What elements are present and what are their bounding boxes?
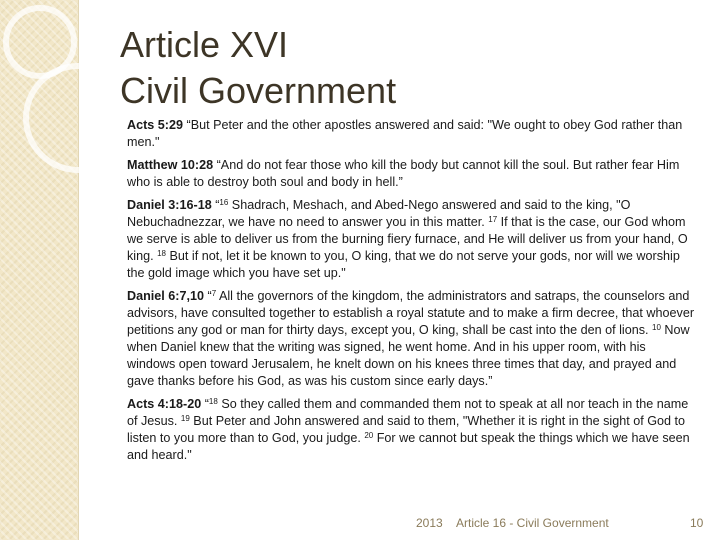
- title-line-1: Article XVI: [120, 24, 289, 65]
- verse-text: All the governors of the kingdom, the administrators and satraps, the counselors and advisors, have consulted together to establish a royal statute and to make a firm decree, that whoever petitions any god or man for thirty days, except you, O king, shall be cast into the den of lions.: [127, 289, 695, 337]
- verse-number: 18: [157, 249, 167, 258]
- verse-daniel-6-7-10: [127, 288, 697, 390]
- quote-open: “: [215, 198, 220, 212]
- verse-text: “And do not fear those who kill the body but cannot kill the soul. But rather fear Him who is able to destroy both soul and body in hell.”: [127, 158, 680, 189]
- verse-text: Shadrach, Meshach, and Abed-Nego answered and said to the king, "O Nebuchadnezzar, we have no need to answer you in this matter.: [127, 198, 631, 229]
- verse-number: 20: [364, 431, 374, 440]
- verse-number: 10: [652, 323, 661, 332]
- verse-number: 18: [208, 397, 218, 406]
- verse-acts-4-18-20: [127, 396, 697, 464]
- verse-text: So they called them and commanded them not to speak at all nor teach in the name of Jesus.: [127, 397, 689, 428]
- slide-title: [120, 22, 680, 114]
- verse-number: 7: [211, 289, 217, 298]
- verse-reference: Matthew 10:28: [127, 158, 214, 172]
- verse-number: 17: [488, 215, 498, 224]
- verse-text: Now when Daniel knew that the writing was signed, he went home. And in his upper room, with his windows open toward Jerusalem, he knelt down on his knees three times that day, and prayed and gave thanks before his God, as was his custom since early days.”: [127, 323, 690, 388]
- verse-text: But if not, let it be known to you, O king, that we do not serve your gods, nor will we worship the gold image which you have set up.": [127, 249, 680, 280]
- verse-daniel-3-16-18: [127, 197, 697, 282]
- verse-reference: Daniel 6:7,10: [127, 289, 205, 303]
- verse-reference: Acts 5:29: [127, 118, 184, 132]
- quote-open: “: [204, 397, 209, 411]
- verse-text: But Peter and John answered and said to them, "Whether it is right in the sight of God to listen to you more than to God, you judge.: [127, 414, 686, 445]
- verse-number: 16: [219, 198, 229, 207]
- verse-text: “But Peter and the other apostles answered and said: "We ought to obey God rather than men.": [127, 118, 683, 149]
- slide-number: 10: [690, 516, 704, 530]
- title-line-2: Civil Government: [120, 70, 397, 111]
- verse-number: 19: [180, 414, 190, 423]
- quote-open: “: [207, 289, 212, 303]
- verse-matthew-10-28: [127, 157, 697, 191]
- verse-text: If that is the case, our God whom we serve is able to deliver us from the burning fiery furnace, and He will deliver us from your hand, O king.: [127, 215, 688, 263]
- verse-acts-5-29: [127, 117, 697, 151]
- verse-reference: Acts 4:18-20: [127, 397, 202, 411]
- footer-year: 2013: [416, 516, 443, 530]
- verse-text: For we cannot but speak the things which we have seen and heard.": [127, 431, 690, 462]
- footer-title: Article 16 - Civil Government: [456, 516, 609, 530]
- slide-content: [127, 117, 697, 470]
- verse-reference: Daniel 3:16-18: [127, 198, 212, 212]
